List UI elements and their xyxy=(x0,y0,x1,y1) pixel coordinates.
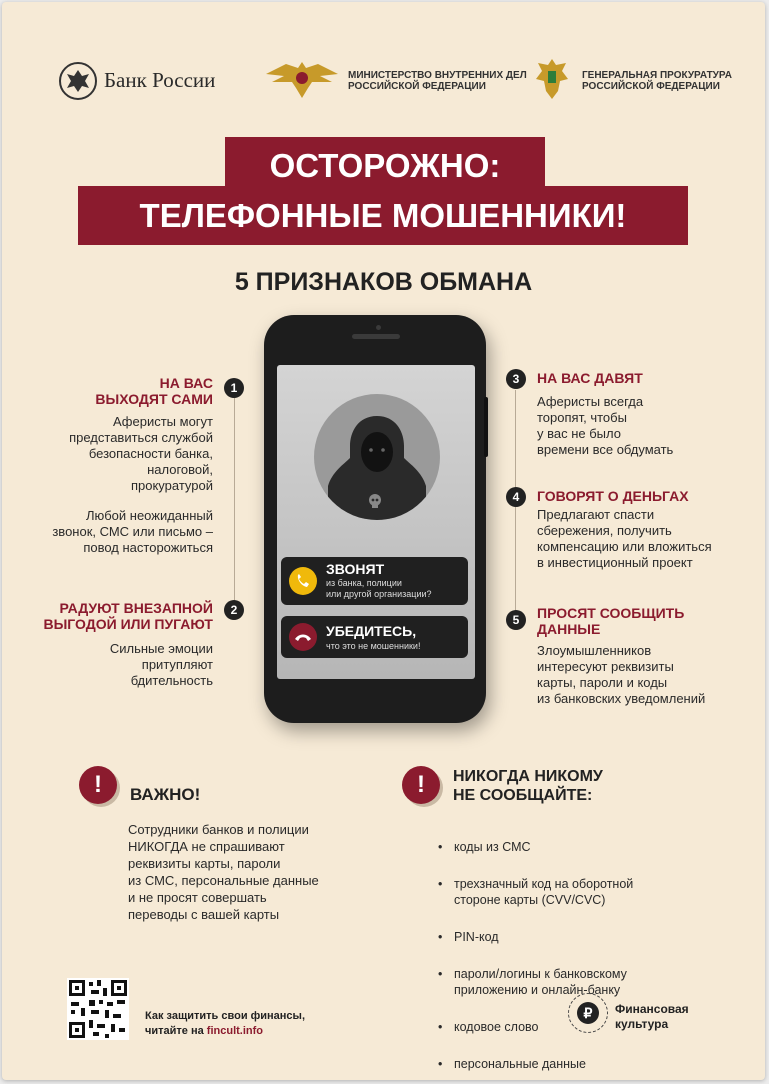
page-subtitle: 5 ПРИЗНАКОВ ОБМАНА xyxy=(234,268,533,296)
sign-4-title: ГОВОРЯТ О ДЕНЬГАХ xyxy=(537,488,689,504)
sign-number-3: 3 xyxy=(506,369,526,389)
important-text: Сотрудники банков и полиции НИКОГДА не спрашивают реквизиты карты, пароли из СМС, персональные данные и не просят совершать переводы с вашей карты xyxy=(128,822,319,922)
never-tell-title: НИКОГДА НИКОМУ НЕ СООБЩАЙТЕ: xyxy=(453,768,603,804)
fincult-link[interactable]: fincult.info xyxy=(206,1025,264,1037)
important-title: ВАЖНО! xyxy=(130,785,201,804)
banner-line-2: ТЕЛЕФОННЫЕ МОШЕННИКИ! xyxy=(78,186,688,245)
mvd-eagle-icon xyxy=(264,58,340,102)
sign-5-text: Злоумышленников интересуют реквизиты карты, пароли и коды из банковских уведомлений xyxy=(537,643,706,706)
phone-side-button xyxy=(484,397,488,457)
sign-number-1: 1 xyxy=(224,378,244,398)
call-title: ЗВОНЯТ xyxy=(326,561,385,577)
warning-icon: ! xyxy=(402,766,440,804)
sign-3-title: НА ВАС ДАВЯТ xyxy=(537,370,643,386)
footer-text: Как защитить свои финансы, читайте на fincult.info xyxy=(145,1010,305,1037)
skull-icon xyxy=(365,492,385,512)
list-item: • персональные данные xyxy=(436,1056,633,1072)
sign-number-4: 4 xyxy=(506,487,526,507)
bank-russia-emblem-icon xyxy=(59,62,97,100)
sign-number-5: 5 xyxy=(506,610,526,630)
phone-hangup-icon xyxy=(289,623,317,651)
list-item: • кодовое слово xyxy=(436,1019,633,1035)
sign-1-text-2: Любой неожиданный звонок, СМС или письмо – повод насторожиться xyxy=(52,508,213,555)
poster xyxy=(2,2,765,1080)
list-item: • пароли/логины к банковскому приложению и онлайн-банку xyxy=(436,966,633,998)
ruble-icon: ₽ xyxy=(568,993,608,1033)
sign-4-text: Предлагают спасти сбережения, получить компенсацию или вложиться в инвестиционный проект xyxy=(537,507,712,570)
sign-2-title: РАДУЮТ ВНЕЗАПНОЙ ВЫГОДОЙ ИЛИ ПУГАЮТ xyxy=(43,600,213,632)
verify-subtitle: что это не мошенники! xyxy=(326,641,421,651)
incoming-call-card xyxy=(281,557,468,605)
fin-culture-logo-text: Финансовая культура xyxy=(615,1002,689,1031)
bank-russia-name: Банк России xyxy=(104,68,216,92)
qr-code-icon[interactable] xyxy=(67,978,129,1040)
call-subtitle: из банка, полиции или другой организации? xyxy=(326,578,432,599)
prokuratura-name: ГЕНЕРАЛЬНАЯ ПРОКУРАТУРА РОССИЙСКОЙ ФЕДЕРАЦИИ xyxy=(582,70,732,92)
never-tell-list xyxy=(436,821,633,1080)
list-item: • PIN-код xyxy=(436,929,633,945)
sign-1-title: НА ВАС ВЫХОДЯТ САМИ xyxy=(95,375,213,407)
mvd-name: МИНИСТЕРСТВО ВНУТРЕННИХ ДЕЛ РОССИЙСКОЙ ФЕДЕРАЦИИ xyxy=(348,70,527,92)
banner-line-1: ОСТОРОЖНО: xyxy=(225,137,545,194)
sign-3-text: Аферисты всегда торопят, чтобы у вас не было времени все обдумать xyxy=(537,394,674,457)
sign-1-text: Аферисты могут представиться службой безопасности банка, налоговой, прокуратурой xyxy=(69,414,213,493)
sign-number-2: 2 xyxy=(224,600,244,620)
phone-answer-icon xyxy=(289,567,317,595)
list-item: • трехзначный код на оборотной стороне карты (CVV/CVC) xyxy=(436,876,633,908)
list-item: • коды из СМС xyxy=(436,839,633,855)
verify-card xyxy=(281,616,468,658)
phone-camera xyxy=(376,325,381,330)
sign-5-title: ПРОСЯТ СООБЩИТЬ ДАННЫЕ xyxy=(537,605,685,637)
warning-icon: ! xyxy=(79,766,117,804)
verify-title: УБЕДИТЕСЬ, xyxy=(326,623,417,639)
phone-speaker xyxy=(352,334,400,339)
sign-2-text: Сильные эмоции притупляют бдительность xyxy=(109,641,213,688)
left-connector-line xyxy=(234,397,235,602)
prokuratura-emblem-icon xyxy=(532,57,572,101)
